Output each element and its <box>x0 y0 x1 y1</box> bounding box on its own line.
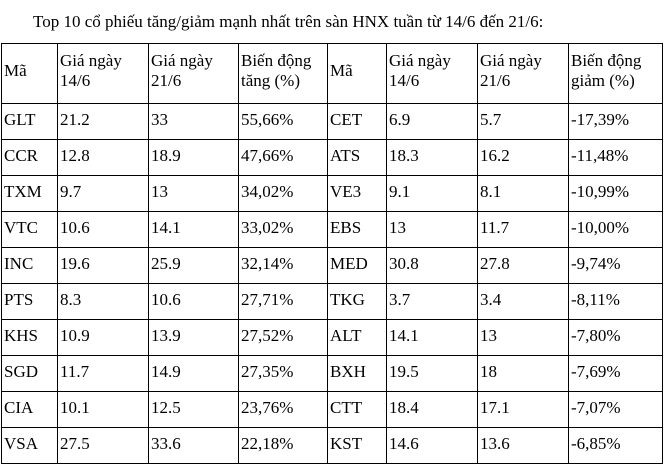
loss-end-price-cell: 13 <box>478 320 569 356</box>
gain-code-cell: CCR <box>2 140 58 176</box>
loss-start-price-cell: 14.1 <box>387 320 478 356</box>
gain-end-price-cell: 10.6 <box>149 284 239 320</box>
loss-end-price-cell: 13.6 <box>478 428 569 464</box>
header-price-end-loss-line1: Giá ngày <box>480 51 542 70</box>
gain-start-price-cell: 19.6 <box>58 248 149 284</box>
loss-end-price-cell: 11.7 <box>478 212 569 248</box>
gain-end-price-cell: 12.5 <box>149 392 239 428</box>
loss-end-price-cell: 8.1 <box>478 176 569 212</box>
gain-code-cell: CIA <box>2 392 58 428</box>
gain-start-price-cell: 10.1 <box>58 392 149 428</box>
header-change-gain <box>239 44 328 104</box>
gain-end-price-cell: 14.1 <box>149 212 239 248</box>
loss-change-cell: -6,85% <box>569 428 663 464</box>
header-change-gain-line2: tăng (%) <box>241 71 301 90</box>
header-price-start-loss-line2: 14/6 <box>389 71 420 90</box>
table-row <box>2 212 663 248</box>
gain-change-cell: 32,14% <box>239 248 328 284</box>
header-price-end-loss-line2: 21/6 <box>480 71 511 90</box>
loss-code-cell: MED <box>328 248 387 284</box>
gain-change-cell: 27,71% <box>239 284 328 320</box>
header-change-gain-line1: Biến động <box>241 51 312 70</box>
header-price-start-gain-line1: Giá ngày <box>60 51 122 70</box>
gain-change-cell: 34,02% <box>239 176 328 212</box>
header-price-start-loss-line1: Giá ngày <box>389 51 451 70</box>
header-change-loss-line2: giảm (%) <box>571 71 635 90</box>
loss-end-price-cell: 27.8 <box>478 248 569 284</box>
table-row <box>2 176 663 212</box>
loss-code-cell: EBS <box>328 212 387 248</box>
loss-code-cell: BXH <box>328 356 387 392</box>
header-change-loss-line1: Biến động <box>571 51 642 70</box>
header-price-end-gain-line2: 21/6 <box>151 71 182 90</box>
gain-start-price-cell: 10.6 <box>58 212 149 248</box>
header-price-start-gain <box>58 44 149 104</box>
gain-end-price-cell: 33.6 <box>149 428 239 464</box>
table-row <box>2 356 663 392</box>
gain-code-cell: VSA <box>2 428 58 464</box>
loss-end-price-cell: 18 <box>478 356 569 392</box>
loss-start-price-cell: 18.4 <box>387 392 478 428</box>
gain-end-price-cell: 14.9 <box>149 356 239 392</box>
loss-code-cell: CTT <box>328 392 387 428</box>
gain-code-cell: TXM <box>2 176 58 212</box>
header-change-loss <box>569 44 663 104</box>
loss-code-cell: VE3 <box>328 176 387 212</box>
gain-change-cell: 22,18% <box>239 428 328 464</box>
table-row <box>2 392 663 428</box>
loss-end-price-cell: 5.7 <box>478 104 569 140</box>
table-row <box>2 248 663 284</box>
gain-change-cell: 55,66% <box>239 104 328 140</box>
loss-code-cell: ATS <box>328 140 387 176</box>
loss-code-cell: KST <box>328 428 387 464</box>
loss-change-cell: -7,80% <box>569 320 663 356</box>
loss-start-price-cell: 9.1 <box>387 176 478 212</box>
loss-start-price-cell: 30.8 <box>387 248 478 284</box>
header-price-start-loss <box>387 44 478 104</box>
loss-change-cell: -10,00% <box>569 212 663 248</box>
gain-end-price-cell: 25.9 <box>149 248 239 284</box>
loss-start-price-cell: 6.9 <box>387 104 478 140</box>
gain-end-price-cell: 13.9 <box>149 320 239 356</box>
loss-start-price-cell: 13 <box>387 212 478 248</box>
loss-end-price-cell: 16.2 <box>478 140 569 176</box>
gain-code-cell: VTC <box>2 212 58 248</box>
gain-code-cell: INC <box>2 248 58 284</box>
gain-start-price-cell: 21.2 <box>58 104 149 140</box>
header-price-start-gain-line2: 14/6 <box>60 71 91 90</box>
header-price-end-gain-line1: Giá ngày <box>151 51 213 70</box>
loss-change-cell: -17,39% <box>569 104 663 140</box>
gain-start-price-cell: 27.5 <box>58 428 149 464</box>
loss-start-price-cell: 18.3 <box>387 140 478 176</box>
table-row <box>2 284 663 320</box>
gain-change-cell: 27,52% <box>239 320 328 356</box>
loss-code-cell: TKG <box>328 284 387 320</box>
table-caption: Top 10 cổ phiếu tăng/giảm mạnh nhất trên sàn HNX tuần từ 14/6 đến 21/6: <box>33 12 544 31</box>
gain-start-price-cell: 9.7 <box>58 176 149 212</box>
loss-change-cell: -8,11% <box>569 284 663 320</box>
gain-change-cell: 47,66% <box>239 140 328 176</box>
table-row <box>2 428 663 464</box>
gain-code-cell: PTS <box>2 284 58 320</box>
stock-movers-table <box>1 43 663 464</box>
gain-start-price-cell: 12.8 <box>58 140 149 176</box>
loss-change-cell: -7,69% <box>569 356 663 392</box>
loss-code-cell: CET <box>328 104 387 140</box>
loss-start-price-cell: 3.7 <box>387 284 478 320</box>
gain-code-cell: SGD <box>2 356 58 392</box>
header-code-loss: Mã <box>328 44 387 104</box>
header-price-end-loss <box>478 44 569 104</box>
loss-change-cell: -9,74% <box>569 248 663 284</box>
header-price-end-gain <box>149 44 239 104</box>
loss-code-cell: ALT <box>328 320 387 356</box>
gain-end-price-cell: 18.9 <box>149 140 239 176</box>
header-code-gain: Mã <box>2 44 58 104</box>
gain-change-cell: 23,76% <box>239 392 328 428</box>
gain-start-price-cell: 10.9 <box>58 320 149 356</box>
loss-change-cell: -11,48% <box>569 140 663 176</box>
loss-change-cell: -10,99% <box>569 176 663 212</box>
gain-end-price-cell: 13 <box>149 176 239 212</box>
loss-start-price-cell: 19.5 <box>387 356 478 392</box>
loss-change-cell: -7,07% <box>569 392 663 428</box>
gain-code-cell: GLT <box>2 104 58 140</box>
gain-start-price-cell: 8.3 <box>58 284 149 320</box>
header-row <box>2 44 663 104</box>
table-row <box>2 140 663 176</box>
loss-start-price-cell: 14.6 <box>387 428 478 464</box>
table-row <box>2 104 663 140</box>
gain-change-cell: 33,02% <box>239 212 328 248</box>
gain-change-cell: 27,35% <box>239 356 328 392</box>
loss-end-price-cell: 17.1 <box>478 392 569 428</box>
gain-code-cell: KHS <box>2 320 58 356</box>
loss-end-price-cell: 3.4 <box>478 284 569 320</box>
gain-start-price-cell: 11.7 <box>58 356 149 392</box>
gain-end-price-cell: 33 <box>149 104 239 140</box>
table-row <box>2 320 663 356</box>
